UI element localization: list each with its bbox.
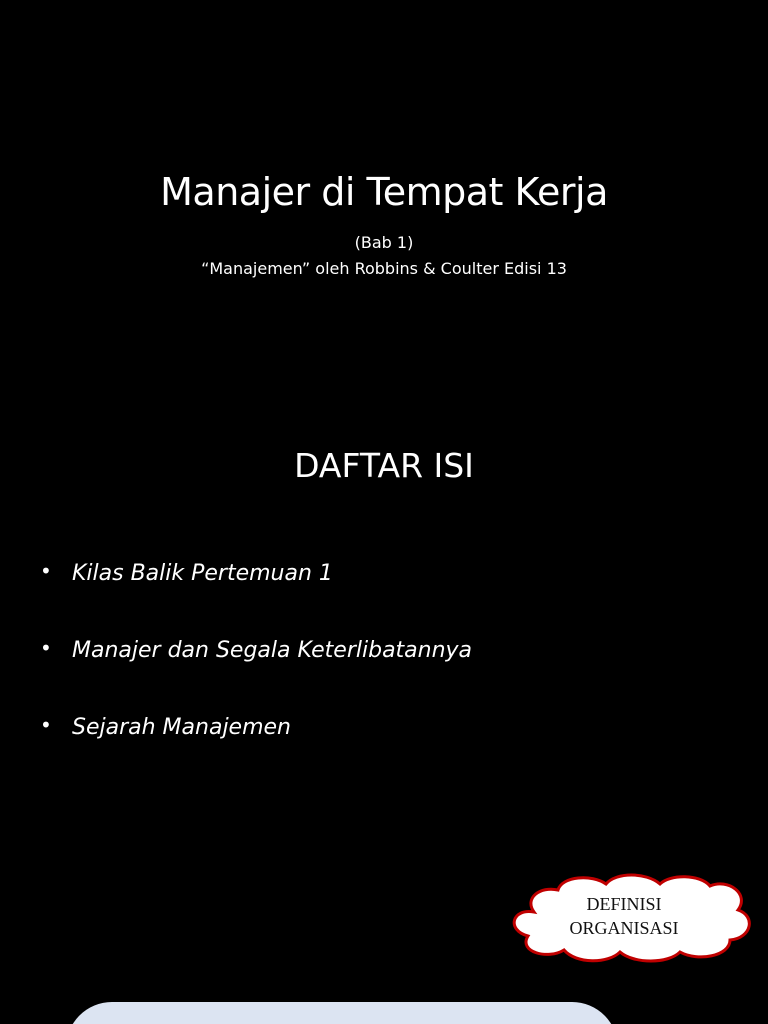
contents-heading: DAFTAR ISI xyxy=(294,446,474,485)
cloud-label xyxy=(504,892,744,940)
cloud-label-line1: DEFINISI xyxy=(586,894,662,914)
slide-title: Manajer di Tempat Kerja xyxy=(160,170,608,214)
bullet-icon: • xyxy=(40,713,52,737)
bottom-rounded-shape xyxy=(66,1002,618,1024)
list-item-text: Manajer dan Segala Keterlibatannya xyxy=(72,638,473,663)
list-item-text: Sejarah Manajemen xyxy=(72,715,292,740)
bullet-icon: • xyxy=(40,636,52,660)
bullet-icon: • xyxy=(40,559,52,583)
list-item xyxy=(40,556,472,633)
subtitle-chapter: (Bab 1) xyxy=(354,233,414,252)
slide-subtitle xyxy=(0,230,768,282)
cloud-label-line2: ORGANISASI xyxy=(569,918,679,938)
contents-list xyxy=(40,556,472,787)
definisi-organisasi-cloud-button[interactable] xyxy=(504,872,760,964)
list-item xyxy=(40,710,472,787)
list-item-text: Kilas Balik Pertemuan 1 xyxy=(72,561,333,586)
list-item xyxy=(40,633,472,710)
subtitle-source: “Manajemen” oleh Robbins & Coulter Edisi 13 xyxy=(201,259,567,278)
